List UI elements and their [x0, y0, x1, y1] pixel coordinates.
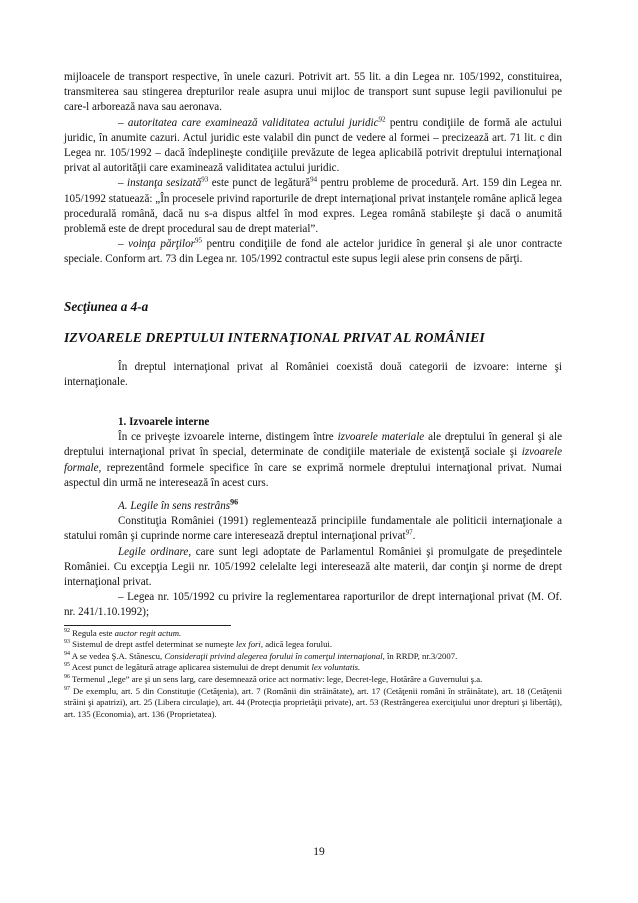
emphasis-will: voinţa părţilor	[128, 238, 195, 251]
paragraph-authority	[64, 116, 562, 177]
text: lex fori,	[235, 639, 264, 650]
emphasis-formal-sources: izvoarele formale,	[64, 446, 562, 474]
text: care sunt legi adoptate de Parlamentul României şi promulgate de preşedintele României. Cu excepţia Legii nr. 105/1992 celelalte legi interesează alte materii, dar conţin şi norme de drept internaţional privat.	[64, 545, 562, 589]
text: Consideraţii privind alegerea forului în comerţul internaţional	[164, 650, 383, 661]
text: adică legea forului.	[263, 639, 332, 650]
footnote-ref-97[interactable]: 97	[405, 528, 413, 537]
text: Acest punct de legătură atrage aplicarea sistemului de drept denumit	[70, 662, 312, 673]
section-title: Secţiunea a 4-a	[64, 298, 149, 314]
footnote-number: 92	[64, 627, 70, 634]
paragraph-will-text: pentru condiţiile de fond ale actelor juridice în general şi ale unor contracte speciale. Conform art. 73 din Legea nr. 105/1992 contractul este supus legii alese prin consens de părţi.	[64, 238, 562, 266]
footnote-number: 97	[64, 685, 70, 692]
paragraph-intro: În dreptul internaţional privat al României coexistă două categorii de izvoare: interne şi internaţionale.	[64, 360, 562, 388]
footnote-ref-93[interactable]: 93	[201, 175, 209, 184]
paragraph-court	[64, 176, 562, 237]
text: De exemplu, art. 5 din Constituţie (Cetăţenia), art. 7 (Românii din străinătate), art. 17 (Cetăţenii români în străinătate), art. 18 (Cetăţenii străini şi apatrizi), art. 25 (Libera circulaţie), art. 44 (Protecţia proprietăţii private), art. 53 (Restrângerea exerciţiului unor drepturi şi libertăţi), art. 135 (Economia), art. 136 (Proprietatea).	[64, 685, 562, 719]
footnote-ref-96[interactable]: 96	[230, 497, 239, 507]
footnote-96	[64, 674, 562, 686]
text: reprezentând formele specifice în care se exprimă normele dreptului internaţional privat. Numai aspectul din urmă ne interesează în acest curs.	[64, 461, 562, 489]
footnote-ref-95[interactable]: 95	[194, 236, 202, 245]
emphasis-court: instanţa sesizată	[126, 177, 202, 190]
text: , în RRDP, nr.3/2007.	[382, 650, 458, 661]
dash: –	[118, 116, 128, 129]
text: .	[412, 530, 416, 543]
footnote-94	[64, 651, 562, 663]
chapter-title: IZVOARELE DREPTULUI INTERNAŢIONAL PRIVAT AL ROMÂNIEI	[64, 329, 485, 345]
paragraph-constitution	[64, 514, 562, 544]
document-page	[64, 70, 562, 720]
footnote-ref-92[interactable]: 92	[378, 114, 386, 123]
footnote-ref-94[interactable]: 94	[310, 175, 318, 184]
paragraph-transport: mijloacele de transport respective, în unele cazuri. Potrivit art. 55 lit. a din Legea nr. 105/1992, constituirea, transmiterea sau stingerea drepturilor reale asupra unui mijloc de transport sunt supuse legii pavilionului pe care-l arborează nava sau aeronava.	[64, 71, 562, 114]
text: ale dreptului în general şi ale dreptului internaţional privat în special, determinate de condiţiile materiale de existenţă sociale şi	[64, 431, 562, 459]
dash: –	[118, 238, 129, 251]
footnote-93	[64, 639, 562, 651]
emphasis-ordinary-laws: Legile ordinare,	[118, 545, 192, 558]
paragraph-will	[64, 237, 562, 267]
footnote-number: 94	[64, 650, 70, 657]
footnote-97	[64, 686, 562, 721]
subheading-laws-text: A. Legile în sens restrâns	[118, 500, 231, 513]
subheading-internal-sources: 1. Izvoarele interne	[118, 416, 210, 429]
text: A se vedea Ş.A. Stănescu,	[70, 650, 165, 661]
emphasis-authority: autoritatea care examinează validitatea actului juridic	[127, 116, 379, 129]
footnote-number: 95	[64, 662, 70, 669]
page-number: 19	[313, 846, 325, 858]
paragraph-authority-text: pentru condiţiile de formă ale actului juridic, în anumite cazuri. Actul juridic este valabil din punct de vedere al formei – precizează art. 71 lit. c din Legea nr. 105/1992 – dacă îndeplineşte condiţiile prevăzute de legea aplicabilă potrivit dreptului internaţional privat al autorităţii care examinează validitatea actului juridic.	[64, 116, 562, 175]
text: Constituţia României (1991) reglementează principiile fundamentale ale politicii internaţionale a statului român şi cuprinde norme care interesează dreptul internaţional privat	[64, 515, 562, 543]
footnote-95	[64, 662, 562, 674]
footnote-number: 96	[64, 674, 70, 681]
text: Regula este	[70, 627, 115, 638]
emphasis-material-sources: izvoarele materiale	[337, 431, 425, 444]
footnotes	[64, 628, 562, 721]
text: lex voluntatis.	[311, 662, 361, 673]
subheading-laws	[64, 499, 562, 514]
text: Termenul „lege” are şi un sens larg, care desemnează orice act normativ: lege, Decret-lege, Hotărâre a Guvernului ş.a.	[70, 674, 483, 685]
footnote-divider	[64, 625, 231, 626]
paragraph-internal-sources	[64, 430, 562, 491]
footnote-number: 93	[64, 639, 70, 646]
footnote-92	[64, 628, 562, 640]
text: Sistemul de drept astfel determinat se numeşte	[70, 639, 236, 650]
paragraph-court-mid: este punct de legătură	[208, 177, 311, 190]
paragraph-court-text: pentru probleme de procedură. Art. 159 din Legea nr. 105/1992 statuează: „În procesele privind raporturile de drept internaţional privat instanţele române aplică legea procedurală română, dacă nu s-a dispus altfel în mod expres. Legea română stabileşte şi dacă o anumită problemă este de drept procedural sau de drept material”.	[64, 177, 562, 236]
dash: –	[118, 177, 127, 190]
paragraph-law-105: – Legea nr. 105/1992 cu privire la reglementarea raporturilor de drept internaţional privat (M. Of. nr. 241/1.10.1992);	[64, 591, 562, 619]
text: În ce priveşte izvoarele interne, distingem între	[118, 431, 338, 444]
text: auctor regit actum.	[114, 627, 182, 638]
paragraph-ordinary-laws	[64, 545, 562, 591]
